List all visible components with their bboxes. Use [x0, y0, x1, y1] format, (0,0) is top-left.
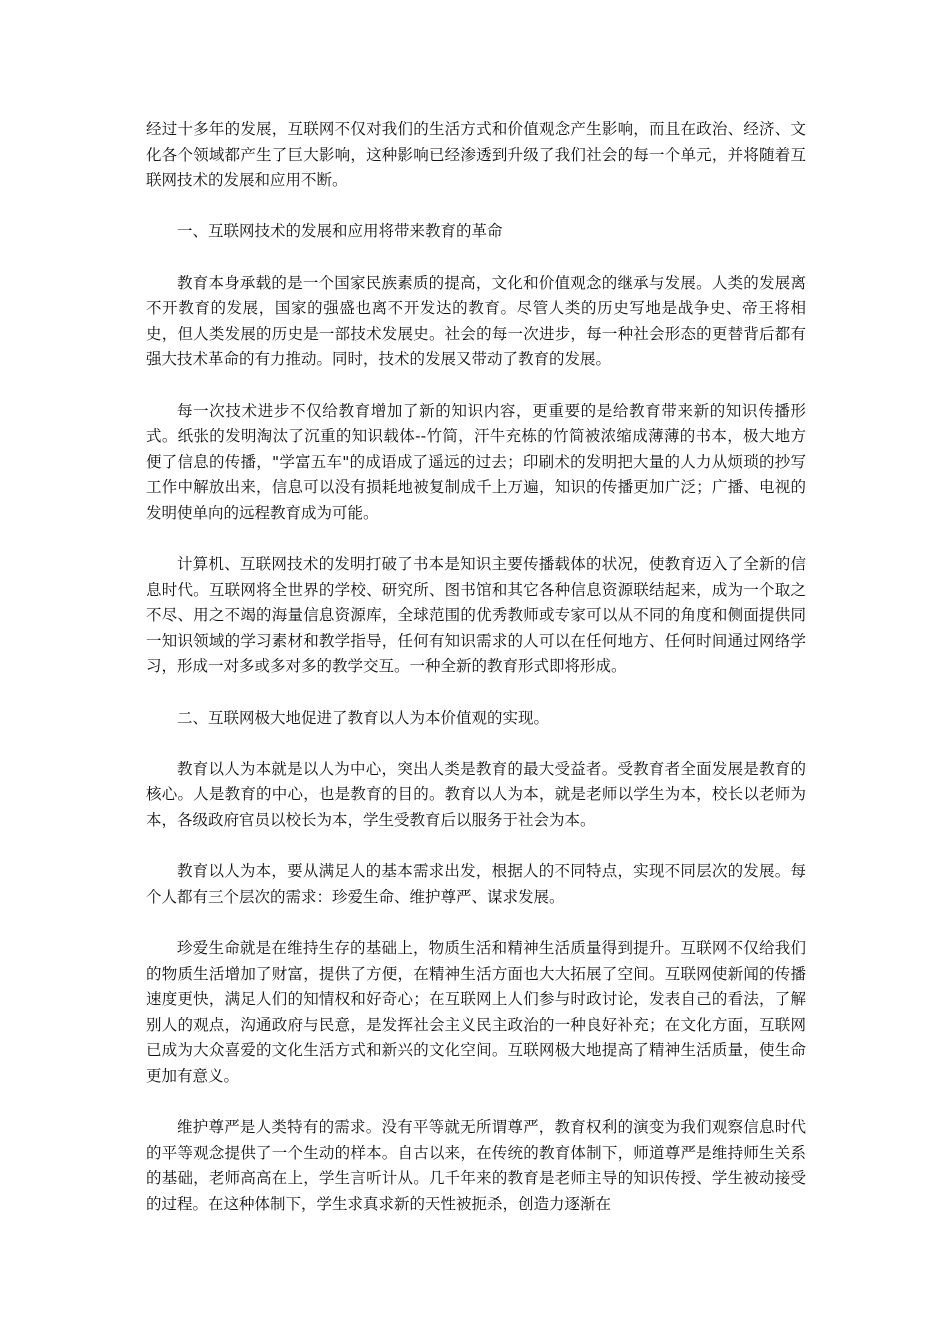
- body-paragraph: 教育以人为本就是以人为中心，突出人类是教育的最大受益者。受教育者全面发展是教育的核心。人是教育的中心，也是教育的目的。教育以人为本，就是老师以学生为本，校长以老师为本，各级政府官员以校长为本，学生受教育后以服务于社会为本。: [146, 759, 806, 830]
- body-paragraph: 教育以人为本，要从满足人的基本需求出发，根据人的不同特点，实现不同层次的发展。每个人都有三个层次的需求：珍爱生命、维护尊严、谋求发展。: [146, 862, 806, 906]
- body-paragraph: 计算机、互联网技术的发明打破了书本是知识主要传播载体的状况，使教育迈入了全新的信息时代。互联网将全世界的学校、研究所、图书馆和其它各种信息资源联结起来，成为一个取之不尽、用之不竭的海量信息资源库，全球范围的优秀教师或专家可以从不同的角度和侧面提供同一知识领域的学习素材和教学指导，任何有知识需求的人可以在任何地方、任何时间通过网络学习，形成一对多或多对多的教学交互。一种全新的教育形式即将形成。: [146, 555, 806, 676]
- section-heading-1: 一、互联网技术的发展和应用将带来教育的革命: [177, 222, 503, 241]
- body-paragraph: 珍爱生命就是在维持生存的基础上，物质生活和精神生活质量得到提升。互联网不仅给我们的物质生活增加了财富，提供了方便，在精神生活方面也大大拓展了空间。互联网使新闻的传播速度更快，满足人们的知情权和好奇心；在互联网上人们参与时政讨论，发表自己的看法，了解别人的观点，沟通政府与民意，是发挥社会主义民主政治的一种良好补充；在文化方面，互联网已成为大众喜爱的文化生活方式和新兴的文化空间。互联网极大地提高了精神生活质量，使生命更加有意义。: [146, 939, 806, 1085]
- body-paragraph: 维护尊严是人类特有的需求。没有平等就无所谓尊严，教育权利的演变为我们观察信息时代的平等观念提供了一个生动的样本。自古以来，在传统的教育体制下，师道尊严是维持师生关系的基础，老师高高在上，学生言听计从。几千年来的教育是老师主导的知识传授、学生被动接受的过程。在这种体制下，学生求真求新的天性被扼杀，创造力逐渐在: [146, 1118, 806, 1213]
- body-paragraph: 教育本身承载的是一个国家民族素质的提高，文化和价值观念的继承与发展。人类的发展离不开教育的发展，国家的强盛也离不开发达的教育。尽管人类的历史写地是战争史、帝王将相史，但人类发展的历史是一部技术发展史。社会的每一次进步，每一种社会形态的更替背后都有强大技术革命的有力推动。同时，技术的发展又带动了教育的发展。: [146, 273, 806, 369]
- document-body: [146, 117, 806, 1243]
- intro-paragraph: 经过十多年的发展，互联网不仅对我们的生活方式和价值观念产生影响，而且在政治、经济、文化各个领域都产生了巨大影响，这种影响已经渗透到升级了我们社会的每一个单元，并将随着互联网技术的发展和应用不断。: [146, 120, 806, 190]
- section-heading-2: 二、互联网极大地促进了教育以人为本价值观的实现。: [177, 708, 550, 727]
- body-paragraph: 每一次技术进步不仅给教育增加了新的知识内容，更重要的是给教育带来新的知识传播形式。纸张的发明淘汰了沉重的知识载体--竹简，汗牛充栋的竹简被浓缩成薄薄的书本，极大地方便了信息的传播，"学富五车"的成语成了遥远的过去；印刷术的发明把大量的人力从烦琐的抄写工作中解放出来，信息可以没有损耗地被复制成千上万遍，知识的传播更加广泛；广播、电视的发明使单向的远程教育成为可能。: [146, 401, 806, 522]
